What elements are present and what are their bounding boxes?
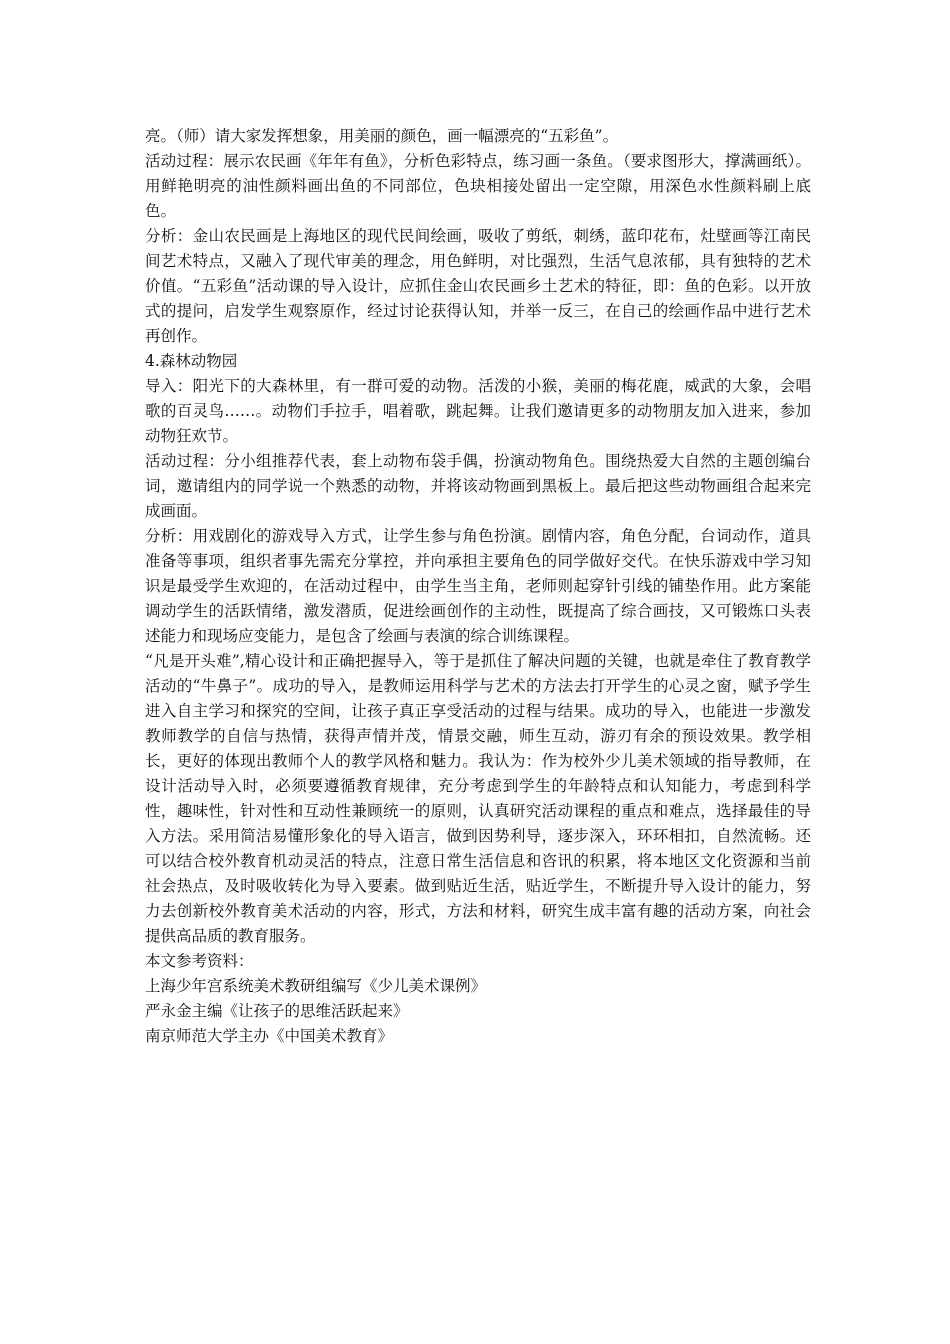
references-title: 本文参考资料：: [145, 952, 254, 970]
document-body: [145, 124, 811, 1049]
reference-item: 上海少年宫系统美术教研组编写《少儿美术课例》: [145, 977, 487, 995]
section-heading-forest-zoo: 4.森林动物园: [145, 352, 238, 370]
paragraph-activity-process-zoo: 活动过程：分小组推荐代表，套上动物布袋手偶，扮演动物角色。围绕热爱大自然的主题创编台词，邀请组内的同学说一个熟悉的动物，并将该动物画到黑板上。最后把这些动物画组合起来完成画面。: [145, 452, 811, 520]
paragraph-continuation: 亮。（师）请大家发挥想象，用美丽的颜色，画一幅漂亮的“五彩鱼”。: [145, 127, 619, 145]
reference-item: 南京师范大学主办《中国美术教育》: [145, 1027, 394, 1045]
paragraph-analysis-zoo: 分析：用戏剧化的游戏导入方式，让学生参与角色扮演。剧情内容，角色分配，台词动作，道具准备等事项，组织者事先需充分掌控，并向承担主要角色的同学做好交代。在快乐游戏中学习知识是最受学生欢迎的，在活动过程中，由学生当主角，老师则起穿针引线的铺垫作用。此方案能调动学生的活跃情绪，激发潜质，促进绘画创作的主动性，既提高了综合画技，又可锻炼口头表述能力和现场应变能力，是包含了绘画与表演的综合训练课程。: [145, 527, 811, 645]
references-list: [145, 974, 811, 1049]
paragraph-conclusion: “凡是开头难”,精心设计和正确把握导入，等于是抓住了解决问题的关键，也就是牵住了教育教学活动的“牛鼻子”。成功的导入，是教师运用科学与艺术的方法去打开学生的心灵之窗，赋予学生进入自主学习和探究的空间，让孩子真正享受活动的过程与结果。成功的导入，也能进一步激发教师教学的自信与热情，获得声情并茂，情景交融，师生互动，游刃有余的预设效果。教学相长，更好的体现出教师个人的教学风格和魅力。我认为：作为校外少儿美术领域的指导教师，在设计活动导入时，必须要遵循教育规律，充分考虑到学生的年龄特点和认知能力，考虑到科学性，趣味性，针对性和互动性兼顾统一的原则，认真研究活动课程的重点和难点，选择最佳的导入方法。采用简洁易懂形象化的导入语言，做到因势利导，逐步深入，环环相扣，自然流畅。还可以结合校外教育机动灵活的特点，注意日常生活信息和咨讯的积累，将本地区文化资源和当前社会热点，及时吸收转化为导入要素。做到贴近生活，贴近学生，不断提升导入设计的能力，努力去创新校外教育美术活动的内容，形式，方法和材料，研究生成丰富有趣的活动方案，向社会提供高品质的教育服务。: [145, 652, 811, 945]
paragraph-introduction-zoo: 导入：阳光下的大森林里，有一群可爱的动物。活泼的小猴，美丽的梅花鹿，威武的大象，会唱歌的百灵鸟……。动物们手拉手，唱着歌，跳起舞。让我们邀请更多的动物朋友加入进来，参加动物狂欢节。: [145, 377, 811, 445]
reference-item: 严永金主编《让孩子的思维活跃起来》: [145, 1002, 409, 1020]
paragraph-analysis-fish: 分析：金山农民画是上海地区的现代民间绘画，吸收了剪纸，刺绣，蓝印花布，灶壁画等江南民间艺术特点，又融入了现代审美的理念，用色鲜明，对比强烈，生活气息浓郁，具有独特的艺术价值。“五彩鱼”活动课的导入设计，应抓住金山农民画乡土艺术的特征，即：鱼的色彩。以开放式的提问，启发学生观察原作，经过讨论获得认知，并举一反三，在自己的绘画作品中进行艺术再创作。: [145, 227, 811, 345]
paragraph-activity-process-fish: 活动过程：展示农民画《年年有鱼》，分析色彩特点，练习画一条鱼。（要求图形大，撑满画纸）。用鲜艳明亮的油性颜料画出鱼的不同部位，色块相接处留出一定空隙，用深色水性颜料刷上底色。: [145, 152, 811, 220]
